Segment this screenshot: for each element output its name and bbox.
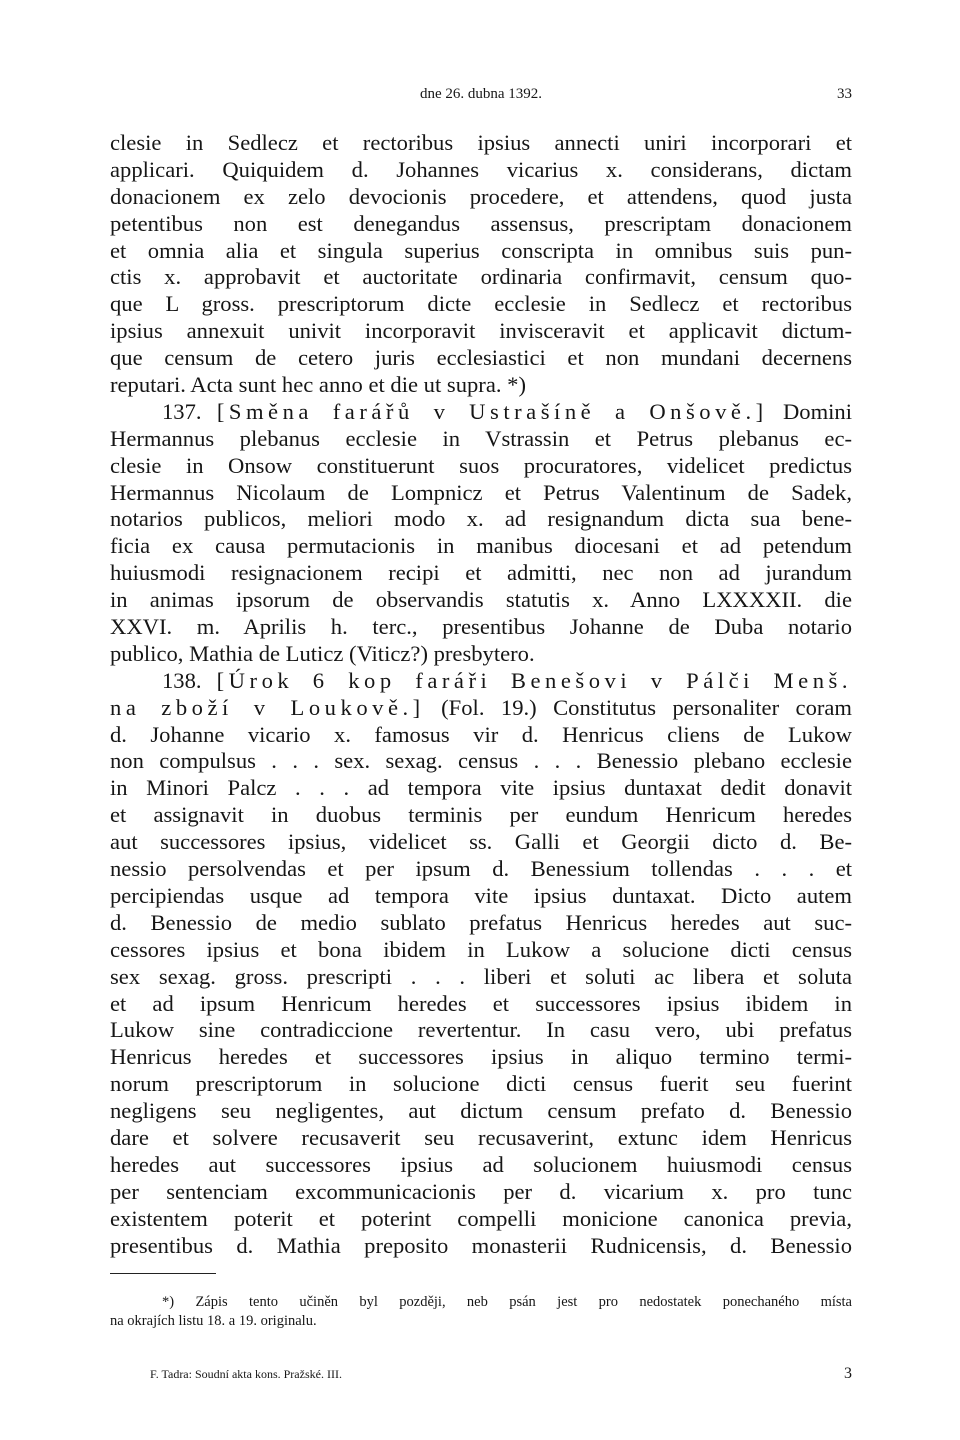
text-line: percipiendas usque ad tempora vite ipsius duntaxat. Dicto autem [110,882,852,908]
printer-signature: F. Tadra: Soudní akta kons. Pražské. III. [150,1367,342,1381]
text-line: dare et solvere recusaverit seu recusaverint, extunc idem Henricus [110,1124,852,1150]
page-number: 33 [837,86,852,102]
text-line: Hermannus Nicolaum de Lompnicz et Petrus Valentinum de Sadek, [110,479,852,505]
entry-text: Domini [782,398,852,424]
entry-number: 138. [162,667,202,693]
text-line: que L gross. prescriptorum dicte ecclesie in Sedlecz et rectoribus [110,291,852,317]
footnote-line: *) Zápis tento učiněn byl později, neb psán jest pro nedostatek ponechaného místa [162,1294,852,1310]
text-line: norum prescriptorum in solucione dicti census fuerit seu fuerint [110,1071,852,1097]
text-line: heredes aut successores ipsius ad solucionem huiusmodi census [110,1151,852,1177]
entry-137-heading [110,399,852,426]
text-line: ipsius annexuit univit incorporavit invisceravit et applicavit dictum- [110,318,852,344]
text-line: ficia ex causa permutacionis in manibus diocesani et ad petendum [110,533,852,559]
text-line: et omnia alia et singula superius conscripta in omnibus suis pun- [110,237,852,263]
page-header [110,86,852,110]
text-line: sex sexag. gross. prescripti . . . liberi et soluti ac libera et soluta [110,963,852,989]
text-line: Henricus heredes et successores ipsius in aliquo termino termi- [110,1044,852,1070]
text-line: in animas ipsorum de observandis statutis x. Anno LXXXXII. die [110,587,852,613]
text-line: et assignavit in duobus terminis per eundum Henricum heredes [110,802,852,828]
entry-138-heading-cont [110,695,852,722]
entry-text: (Fol. 19.) Constitutus personaliter coram [441,694,852,720]
text-line: donacionem ex zelo devocionis procedere, et attendens, quod justa [110,183,852,209]
entry-title: [Směna farářů v Ustrašíně a Onšově.] [216,398,768,424]
text-line: d. Johanne vicario x. famosus vir d. Henricus cliens de Lukow [110,721,852,747]
text-line: Hermannus plebanus ecclesie in Vstrassin et Petrus plebanus ec- [110,425,852,451]
text-line: nessio persolvendas et per ipsum d. Benessium tollendas . . . et [110,856,852,882]
text-line: presentibus d. Mathia preposito monasterii Rudnicensis, d. Benessio [110,1232,852,1258]
text-line: que censum de cetero juris ecclesiastici et non mundani decernens [110,345,852,371]
text-line: applicari. Quiquidem d. Johannes vicarius x. considerans, dictam [110,156,852,182]
text-line: existentem poterit et poterint compelli monicione canonica previa, [110,1205,852,1231]
text-line: in Minori Palcz . . . ad tempora vite ipsius duntaxat dedit donavit [110,775,852,801]
text-line: petentibus non est denegandus assensus, prescriptam donacionem [110,210,852,236]
footnote [110,1293,852,1331]
text-line: cessores ipsius et bona ibidem in Lukow a solucione dicti census [110,936,852,962]
footnote-divider [110,1273,216,1274]
text-line: reputari. Acta sunt hec anno et die ut supra. *) [110,372,526,398]
entry-title: na zboží v Loukově.] [110,694,425,720]
text-line: clesie in Onsow constituerunt suos procuratores, videlicet predictus [110,452,852,478]
footnote-line: na okrajích listu 18. a 19. originalu. [110,1313,317,1329]
text-line: publico, Mathia de Luticz (Viticz?) presbytero. [110,640,535,666]
running-head: dne 26. dubna 1392. [419,86,543,102]
entry-138-heading [110,668,852,695]
entry-number: 137. [162,398,202,424]
text-line: ctis x. approbavit et auctoritate ordinaria confirmavit, censum quo- [110,264,852,290]
text-line: Lukow sine contradiccione revertentur. In casu vero, ubi prefatus [110,1017,852,1043]
main-text [110,130,852,1259]
page-footer [110,1367,852,1387]
text-line: aut successores ipsius, videlicet ss. Galli et Georgii dicto d. Be- [110,829,852,855]
entry-title: [Úrok 6 kop faráři Benešovi v Pálči Menš. [216,667,852,693]
text-line: per sentenciam excommunicacionis per d. vicarium x. pro tunc [110,1178,852,1204]
signature-mark: 3 [844,1365,852,1382]
text-line: negligens seu negligentes, aut dictum censum prefato d. Benessio [110,1098,852,1124]
text-line: XXVI. m. Aprilis h. terc., presentibus Johanne de Duba notario [110,614,852,640]
text-line: non compulsus . . . sex. sexag. census . . . Benessio plebano ecclesie [110,748,852,774]
text-line: huiusmodi resignacionem recipi et admitti, nec non ad jurandum [110,560,852,586]
text-line: notarios publicos, meliori modo x. ad resignandum dicta sua bene- [110,506,852,532]
text-line: et ad ipsum Henricum heredes et successores ipsius ibidem in [110,990,852,1016]
text-line: clesie in Sedlecz et rectoribus ipsius annecti uniri incorporari et [110,130,852,155]
text-line: d. Benessio de medio sublato prefatus Henricus heredes aut suc- [110,909,852,935]
